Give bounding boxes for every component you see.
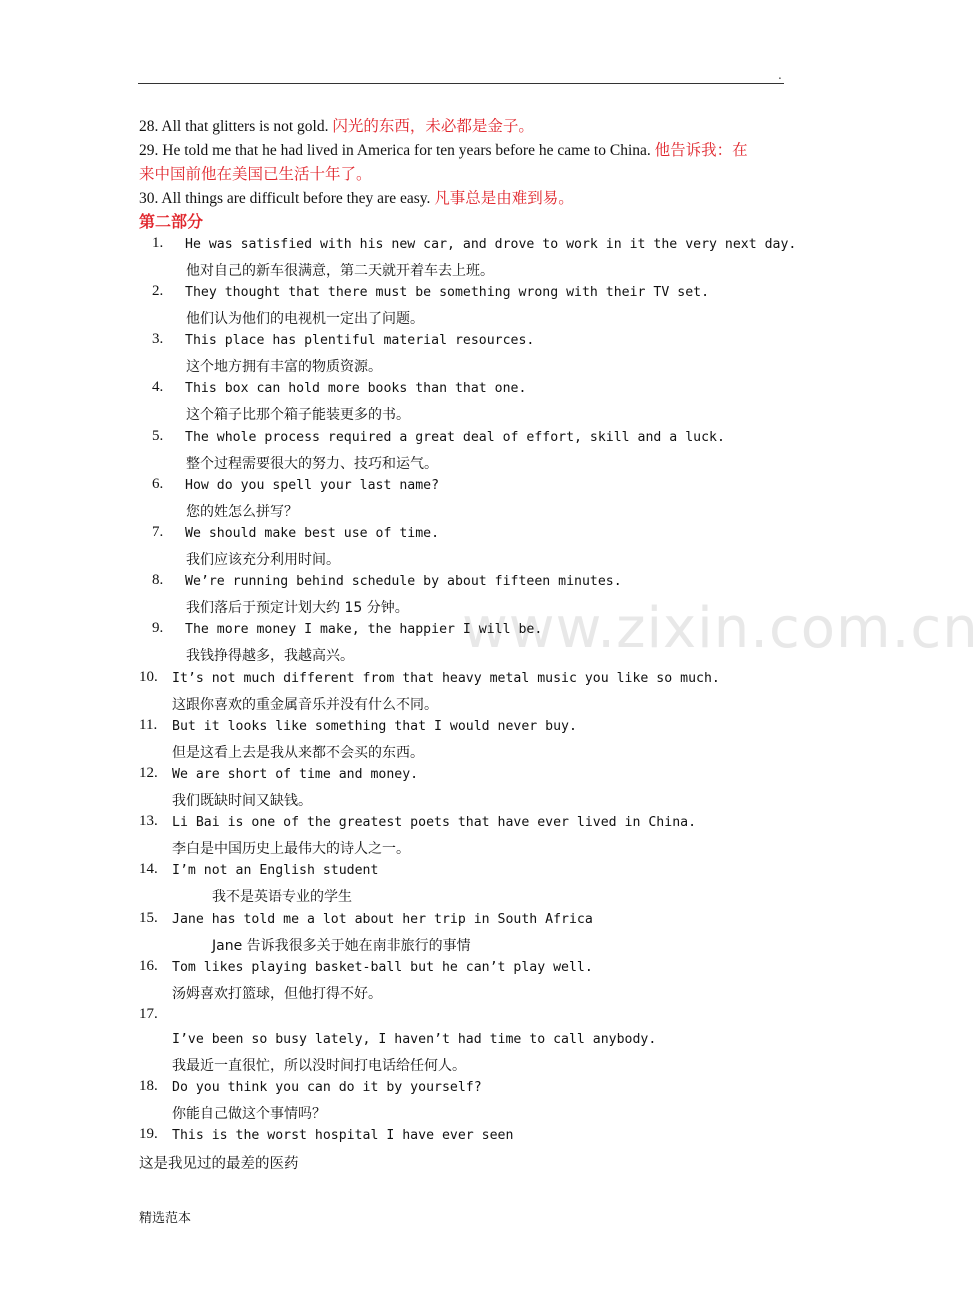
item-en: We’re running behind schedule by about fifteen minutes. [185,574,622,589]
intro-30 [139,186,574,208]
intro-29-en: 29. He told me that he had lived in America for ten years before he came to China. [139,142,651,159]
item-en: Li Bai is one of the greatest poets that have ever lived in China. [172,815,697,830]
item-cn: 我最近一直很忙，所以没时间打电话给任何人。 [172,1058,466,1074]
item-en: They thought that there must be something wrong with their TV set. [185,285,710,300]
item-en: Tom likes playing basket-ball but he can’t play well. [172,960,593,975]
item-en: He was satisfied with his new car, and drove to work in it the very next day. [185,237,797,252]
header-rule [138,83,784,84]
item-en: But it looks like something that I would never buy. [172,719,577,734]
item-number: 10. [139,669,158,685]
item-cn: 他们认为他们的电视机一定出了问题。 [186,311,424,327]
item-number: 7. [152,524,164,540]
item-en: The whole process required a great deal of effort, skill and a luck. [185,430,725,445]
item-en: Jane has told me a lot about her trip in South Africa [172,912,593,927]
item-number: 14. [139,861,158,877]
item-number: 13. [139,813,158,829]
item-cn: 我们落后于预定计划大约 15 分钟。 [186,600,409,616]
item-number: 3. [152,331,164,347]
watermark: www.zixin.com.cn [462,596,979,661]
item-en: This place has plentiful material resources. [185,333,535,348]
item-cn: Jane 告诉我很多关于她在南非旅行的事情 [212,938,471,954]
item-cn: 我不是英语专业的学生 [212,889,352,905]
item-number: 6. [152,476,164,492]
section-title: 第二部分 [139,212,204,231]
item-number: 9. [152,620,164,636]
intro-30-en: 30. All things are difficult before they are easy. [139,190,431,207]
item-cn: 我们既缺时间又缺钱。 [172,793,312,809]
item-cn: 这个箱子比那个箱子能装更多的书。 [186,407,410,423]
item-number: 2. [152,283,164,299]
item-en: How do you spell your last name? [185,478,440,493]
item-en: I’m not an English student [172,863,379,878]
item-number: 15. [139,910,158,926]
item-cn: 你能自己做这个事情吗？ [172,1106,326,1122]
item-cn: 这跟你喜欢的重金属音乐并没有什么不同。 [172,697,438,713]
item-en: It’s not much different from that heavy metal music you like so much. [172,671,720,686]
item-cn: 这是我见过的最差的医药 [139,1156,299,1172]
item-number: 19. [139,1126,158,1142]
item-cn: 您的姓怎么拼写？ [186,504,298,520]
item-en: This is the worst hospital I have ever seen [172,1128,514,1143]
item-number: 5. [152,428,164,444]
item-en: Do you think you can do it by yourself? [172,1080,482,1095]
item-number: 1. [152,235,164,251]
item-cn: 我钱挣得越多，我越高兴。 [186,648,354,664]
item-number: 12. [139,765,158,781]
header-dot: . [778,68,782,82]
item-number: 16. [139,958,158,974]
item-number: 8. [152,572,164,588]
intro-29-cn: 他告诉我：在 [654,142,748,159]
item-cn: 汤姆喜欢打篮球，但他打得不好。 [172,986,382,1002]
intro-29 [139,138,748,160]
item-en: This box can hold more books than that one. [185,381,527,396]
item-cn: 但是这看上去是我从来都不会买的东西。 [172,745,424,761]
item-cn: 李白是中国历史上最伟大的诗人之一。 [172,841,410,857]
item-number: 4. [152,379,164,395]
intro-30-cn: 凡事总是由难到易。 [434,190,574,207]
intro-28-cn: 闪光的东西，未必都是金子。 [332,118,534,135]
item-cn: 我们应该充分利用时间。 [186,552,340,568]
intro-28 [139,114,534,136]
intro-29-cn-cont: 来中国前他在美国已生活十年了。 [139,166,372,183]
item-number: 11. [139,717,158,733]
intro-28-en: 28. All that glitters is not gold. [139,118,329,135]
item-en: I’ve been so busy lately, I haven’t had time to call anybody. [172,1032,657,1047]
item-cn: 整个过程需要很大的努力、技巧和运气。 [186,456,438,472]
item-en: We should make best use of time. [185,526,440,541]
item-number: 17. [139,1006,158,1022]
item-en: We are short of time and money. [172,767,419,782]
item-cn: 这个地方拥有丰富的物质资源。 [186,359,382,375]
item-cn: 他对自己的新车很满意，第二天就开着车去上班。 [186,263,494,279]
item-en: The more money I make, the happier I will be. [185,622,543,637]
page-footer: 精选范本 [139,1211,192,1226]
item-number: 18. [139,1078,158,1094]
